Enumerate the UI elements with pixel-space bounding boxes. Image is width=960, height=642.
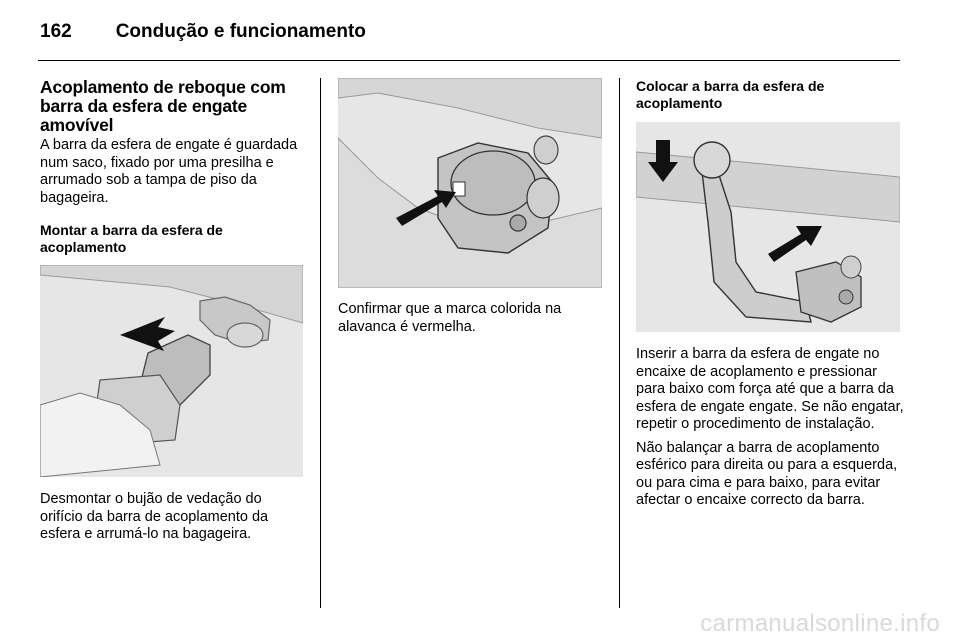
insert-subheading: Colocar a barra da esfera de acoplamento <box>636 78 825 111</box>
figure2-caption: Confirmar que a marca colorida na alavanca é vermelha. <box>338 301 562 335</box>
mount-subheading: Montar a barra da esfera de acoplamento <box>40 222 223 255</box>
column-divider-1 <box>320 78 321 608</box>
column-middle <box>338 78 604 336</box>
page-number: 162 <box>40 21 72 42</box>
column-divider-2 <box>619 78 620 608</box>
figure-check-lever <box>338 78 602 288</box>
section-heading: Acoplamento de reboque com barra da esfera de engate amovível <box>40 77 286 135</box>
figure1-caption: Desmontar o bujão de vedação do orifício da barra de acoplamento da esfera e arrumá-lo na bagageira. <box>40 491 269 542</box>
figure-remove-plug <box>40 265 303 477</box>
figure-insert-ball-bar <box>636 122 900 332</box>
chapter-title: Condução e funcionamento <box>115 21 366 42</box>
insert-paragraph-2: Não balançar a barra de acoplamento esférico para direita ou para a esquerda, ou para cima e para baixo, para evitar afectar o encaixe correcto da barra. <box>636 439 898 508</box>
watermark: carmanualsonline.info <box>700 610 940 637</box>
column-left <box>40 78 306 544</box>
page-header <box>40 16 366 48</box>
header-rule <box>38 60 900 61</box>
intro-paragraph: A barra da esfera de engate é guardada num saco, fixado por uma presilha e arrumado sob a tampa de piso da bagageira. <box>40 137 298 206</box>
insert-paragraph-1: Inserir a barra da esfera de engate no encaixe de acoplamento e pressionar para baixo com força até que a barra da esfera de engate engate. Se não engatar, repetir o procedimento de instalação. <box>636 346 904 432</box>
column-right <box>636 78 904 510</box>
